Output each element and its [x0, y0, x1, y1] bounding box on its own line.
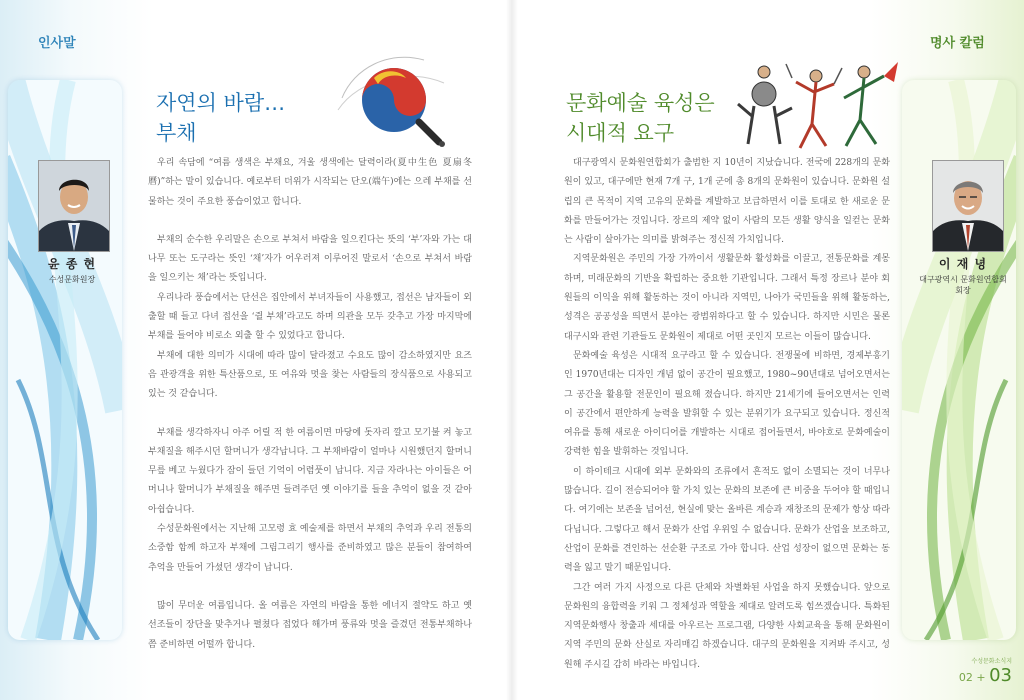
- mask-dance-illustration: [734, 54, 904, 158]
- person-caption-left: [22, 255, 122, 285]
- article-title-right: [566, 88, 715, 148]
- person-caption-right: [908, 255, 1018, 296]
- paragraph: 그간 여러 가지 사정으로 다른 단체와 차별화된 사업을 하지 못했습니다. 앞으로 문화원의 융합력을 키워 그 정체성과 역할을 제대로 알려도록 힘쓰겠습니다. 특화된 지역문화행사 창출과 세대를 아우르는 프로그램, 다양한 사회교육을 통해 문화원이 지역 주민의 문화 산실로 자리매김 하겠습니다. 대구의 문화원을 지켜봐 주시고, 성원해 주시길 감히 바라는 바입니다.: [564, 582, 890, 670]
- page-number-right: 03: [989, 665, 1012, 686]
- portrait-photo-lee: [932, 160, 1004, 252]
- page-footer: [902, 656, 1012, 686]
- title-line-2: 부채: [156, 121, 197, 145]
- paragraph: 부채에 대한 의미가 시대에 따라 많이 달라졌고 수요도 많이 감소하였지만 요즈음 관광객을 위한 특산품으로, 또 여유와 멋을 찾는 사람들의 장식품으로 사용되고 있는 것 같습니다.: [148, 350, 472, 400]
- section-label-column: 명사 칼럼: [930, 36, 985, 51]
- person-role: 수성문화원장: [48, 275, 96, 284]
- article-body-right: [564, 154, 890, 675]
- paragraph: 문화예술 육성은 시대적 요구라고 할 수 있습니다. 전쟁물에 비하면, 경제부흥기인 1970년대는 디자인 개념 없이 공간이 필요했고, 1980~90년대로 넘어오면서는 그 공간을 활용할 전문인이 필요해 졌습니다. 하지만 21세기에 들어오면서는 인력이 공간에서 편안하게 능력을 발휘할 수 있는 분위기가 요구되고 있습니다. 정신적 여유를 통해 새로운 아이디어를 개발하는 시대로 접어들면서, 바야흐로 문화예술이 강력한 힘을 발휘하는 것입니다.: [564, 350, 890, 458]
- paragraph: 우리 속담에 “여름 생색은 부채요, 겨울 생색에는 달력이라(夏中生色 夏扇冬曆)”하는 말이 있습니다. 예로부터 더위가 시작되는 단오(端午)에는 으레 부채를 선물하는 것이 주요한 풍습이었고 합니다.: [148, 158, 472, 207]
- title-line-2: 시대적 요구: [566, 121, 675, 145]
- paragraph: 이 하이테크 시대에 외부 문화와의 조류에서 흔적도 없이 소멸되는 것이 너무나 많습니다. 길이 전승되어야 할 가치 있는 문화의 보존에 큰 비중을 두어야 할 때입니다. 여기에는 보존을 넘어선, 현실에 맞는 올바른 계승과 재창조의 문제가 항상 따라다닙니다. 그렇다고 해서 문화가 산업 우위일 수 없습니다. 문화가 산업을 보조하고, 산업이 문화를 견인하는 선순환 구조로 가야 합니다. 산업 성장이 없으면 문화는 동력을 잃고 말기 때문입니다.: [564, 466, 890, 574]
- person-role-line-2: 회장: [955, 286, 971, 295]
- spine-shadow: [506, 0, 518, 700]
- page-numbers: [902, 665, 1012, 686]
- article-body-left: [148, 154, 472, 655]
- right-page: [512, 0, 1024, 700]
- taegeuk-fan-illustration: [334, 38, 464, 152]
- page-separator: +: [976, 671, 986, 684]
- title-line-1: 자연의 바람…: [156, 91, 286, 115]
- portrait-photo-yoon: [38, 160, 110, 252]
- paragraph: 부채를 생각하자니 아주 어릴 적 한 여름이면 마당에 돗자리 깔고 모기불 켜 놓고 부채질을 해주시던 할머니가 생각납니다. 그 부채바람이 얼마나 시원했던지 할머니 무릎 베고 누웠다가 잠이 들던 기억이 어렴풋이 납니다. 지금 자라나는 아이들은 어머니나 할머니가 부채질을 해주면 들려주던 옛 이야기를 들을 추억이 없을 것 같아 아쉽습니다.: [148, 427, 472, 515]
- article-title-left: [156, 88, 285, 148]
- page-number-left: 02: [958, 671, 973, 684]
- paragraph: 우리나라 풍습에서는 단선은 집안에서 부녀자들이 사용했고, 접선은 남자들이 외출할 때 들고 다녀 접선을 ‘쥘 부채’라고도 하며 의관을 모두 갖추고 가장 마지막에 부채를 들어야 비로소 외출 할 수 있었다고 합니다.: [148, 292, 472, 342]
- person-role-line-1: 대구광역시 문화원연합회: [919, 275, 1007, 284]
- paragraph: 수성문화원에서는 지난해 고모령 효 예술제를 하면서 부채의 추억과 우리 전통의 소중함 함께 하고자 부채에 그림그리기 행사를 준비하였고 많은 분들이 참여하여 추억을 만들어 가셨던 생각이 납니다.: [148, 524, 472, 573]
- paragraph: 많이 무더운 여름입니다. 올 여름은 자연의 바람을 통한 에너지 절약도 하고 옛 선조들이 장단을 맞추거나 펼쳤다 접었다 해가며 풍류와 멋을 즐겼던 전통부채하나쯤 준비하면 어떨까 합니다.: [148, 600, 472, 650]
- section-label-greeting: 인사말: [38, 36, 76, 51]
- paragraph: 대구광역시 문화원연합회가 출범한 지 10년이 지났습니다. 전국에 228개의 문화원이 있고, 대구에만 현재 7개 구, 1개 군에 총 8개의 문화원이 있습니다. 문화원 설립의 큰 목적이 지역 고유의 문화를 계발하고 보급하면서 이를 토대로 한 새로운 문화를 만들어가는 것입니다. 장르의 제약 없이 사람의 모든 생활 양식을 일컫는 문화는 사람이 살아가는 의미를 밝혀주는 정신적 가치입니다.: [564, 158, 890, 246]
- paragraph: 부채의 순수한 우리말은 손으로 부쳐서 바람을 일으킨다는 뜻의 ‘부’자와 가는 대나무 또는 도구라는 뜻인 ‘채’자가 어우러져 이루어진 말로서 ‘손으로 부쳐서 바람을 일으키는 채’라는 뜻입니다.: [148, 234, 472, 284]
- paragraph: 지역문화원은 주민의 가장 가까이서 생활문화 활성화를 이끌고, 전통문화를 계몽하며, 미래문화의 기반을 확립하는 중요한 기관입니다. 그래서 특정 장르나 분야 회원들의 이익을 위해 활동하는 것이 아니라 지역민, 나아가 국민들을 위해 활동하는, 성격은 공공성을 띄면서 분야는 광범위하다고 할 수 있습니다. 하지만 시민은 물론 대구시와 관련 기관들도 문화원이 제대로 어떤 곳인지 모르는 이들이 많습니다.: [564, 254, 890, 342]
- magazine-name: 수성문화소식지: [971, 658, 1012, 665]
- title-line-1: 문화예술 육성은: [566, 91, 715, 115]
- person-name: 이 재 녕: [938, 257, 988, 271]
- person-name: 윤 종 현: [47, 257, 97, 271]
